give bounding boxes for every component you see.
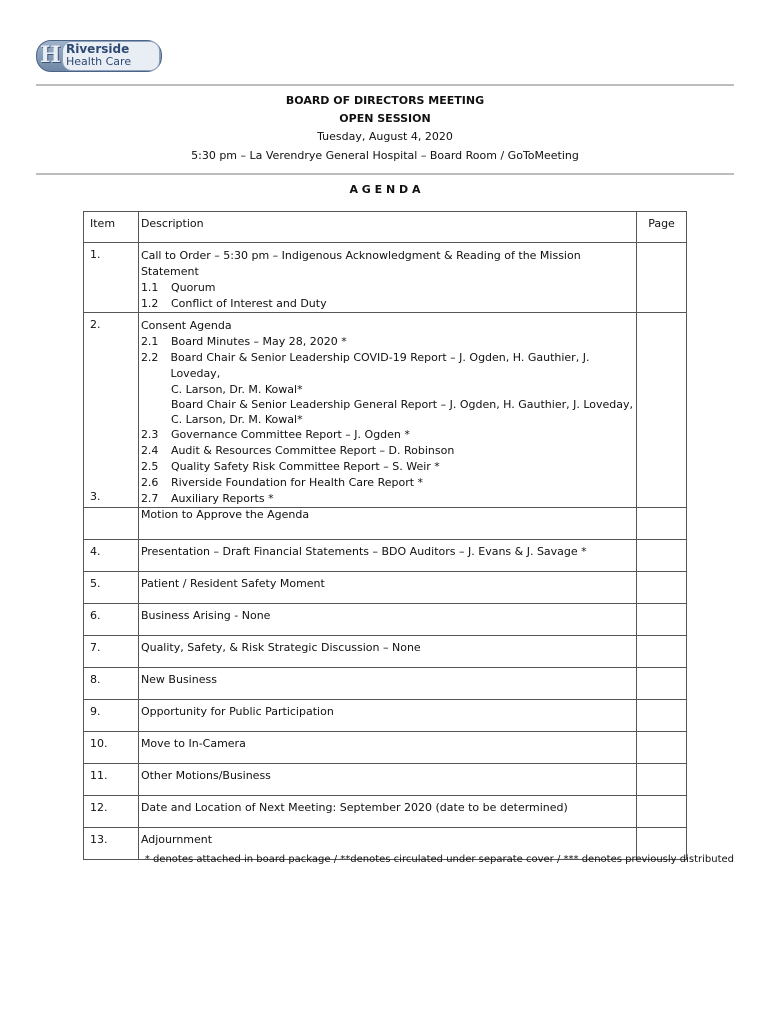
item-number: 6. xyxy=(84,604,139,636)
item-number: 11. xyxy=(84,764,139,796)
footnote: * denotes attached in board package / **denotes circulated under separate cover / *** denotes previously distributed xyxy=(144,854,734,865)
sub-item-continuation: Board Chair & Senior Leadership General Report – J. Ogden, H. Gauthier, J. Loveday, xyxy=(170,398,634,411)
page-cell xyxy=(637,732,687,764)
item-text: Consent Agenda xyxy=(140,319,232,332)
top-divider xyxy=(36,84,734,86)
page-cell xyxy=(637,508,687,540)
page-cell xyxy=(637,764,687,796)
table-row xyxy=(84,604,687,636)
table-row xyxy=(84,764,687,796)
header-page: Page xyxy=(637,212,687,243)
table-row xyxy=(84,636,687,668)
sub-item: 1.1 Quorum xyxy=(140,281,216,294)
item-description: Presentation – Draft Financial Statements – BDO Auditors – J. Evans & J. Savage * xyxy=(138,540,636,572)
page-cell xyxy=(637,243,687,313)
item-description: Other Motions/Business xyxy=(138,764,636,796)
item-number: 10. xyxy=(84,732,139,764)
sub-item-continuation: C. Larson, Dr. M. Kowal* xyxy=(170,413,303,426)
item-number: 7. xyxy=(84,636,139,668)
meeting-location: 5:30 pm – La Verendrye General Hospital – Board Room / GoToMeeting xyxy=(191,149,579,162)
item-description: Motion to Approve the Agenda xyxy=(138,508,636,540)
item-number: 1. xyxy=(84,243,139,313)
agenda-table xyxy=(83,211,687,860)
meeting-date: Tuesday, August 4, 2020 xyxy=(317,130,453,143)
item-number: 8. xyxy=(84,668,139,700)
table-row xyxy=(84,700,687,732)
header-item: Item xyxy=(84,212,139,243)
item-number: 5. xyxy=(84,572,139,604)
item-description xyxy=(138,243,636,313)
header-description: Description xyxy=(138,212,636,243)
meeting-title: BOARD OF DIRECTORS MEETING xyxy=(285,94,485,107)
table-row xyxy=(84,508,687,540)
logo-line2: Health Care xyxy=(66,55,132,68)
item-description: Opportunity for Public Participation xyxy=(138,700,636,732)
item-description: New Business xyxy=(138,668,636,700)
sub-item: 2.6 Riverside Foundation for Health Care Report * xyxy=(140,476,424,489)
item-number: 2. 3. xyxy=(84,313,139,508)
table-header-row xyxy=(84,212,687,243)
sub-item-continuation: C. Larson, Dr. M. Kowal* xyxy=(170,383,303,396)
item-description: Business Arising - None xyxy=(138,604,636,636)
sub-item: 2.3 Governance Committee Report – J. Ogden * xyxy=(140,428,410,441)
item-number: 9. xyxy=(84,700,139,732)
sub-item: 2.7 Auxiliary Reports * xyxy=(140,492,274,505)
table-row xyxy=(84,668,687,700)
page-cell xyxy=(637,668,687,700)
item-number xyxy=(84,508,139,540)
item-description: Patient / Resident Safety Moment xyxy=(138,572,636,604)
item-text: Call to Order – 5:30 pm – Indigenous Acknowledgment & Reading of the Mission Statement xyxy=(140,249,581,278)
sub-item: 1.2 Conflict of Interest and Duty xyxy=(140,297,327,310)
logo-line1: Riverside xyxy=(66,42,130,56)
sub-item: 2.1 Board Minutes – May 28, 2020 * xyxy=(140,335,347,348)
page-cell xyxy=(637,700,687,732)
page-cell xyxy=(637,572,687,604)
item-number: 12. xyxy=(84,796,139,828)
table-row xyxy=(84,313,687,508)
table-row xyxy=(84,540,687,572)
logo-letter: H xyxy=(40,42,61,68)
sub-item: 2.2 Board Chair & Senior Leadership COVID-19 Report – J. Ogden, H. Gauthier, J. Loveday, xyxy=(140,351,590,380)
item-number: 4. xyxy=(84,540,139,572)
item-description: Move to In-Camera xyxy=(138,732,636,764)
table-row xyxy=(84,732,687,764)
agenda-heading: A G E N D A xyxy=(349,183,421,196)
item-description: Quality, Safety, & Risk Strategic Discussion – None xyxy=(138,636,636,668)
page-cell xyxy=(637,313,687,508)
page-cell xyxy=(637,796,687,828)
page-cell xyxy=(637,636,687,668)
riverside-logo xyxy=(36,38,162,72)
header-divider xyxy=(36,173,734,175)
page-cell xyxy=(637,540,687,572)
item-description xyxy=(138,313,636,508)
page-cell xyxy=(637,604,687,636)
table-row xyxy=(84,572,687,604)
table-row xyxy=(84,243,687,313)
sub-item: 2.5 Quality Safety Risk Committee Report – S. Weir * xyxy=(140,460,440,473)
session-subtitle: OPEN SESSION xyxy=(339,112,431,125)
item-description: Date and Location of Next Meeting: September 2020 (date to be determined) xyxy=(138,796,636,828)
item-number-3: 3. xyxy=(90,490,101,503)
table-row xyxy=(84,796,687,828)
sub-item: 2.4 Audit & Resources Committee Report – D. Robinson xyxy=(140,444,455,457)
item-number: 13. xyxy=(84,828,139,860)
item-description: Adjournment xyxy=(138,828,636,860)
